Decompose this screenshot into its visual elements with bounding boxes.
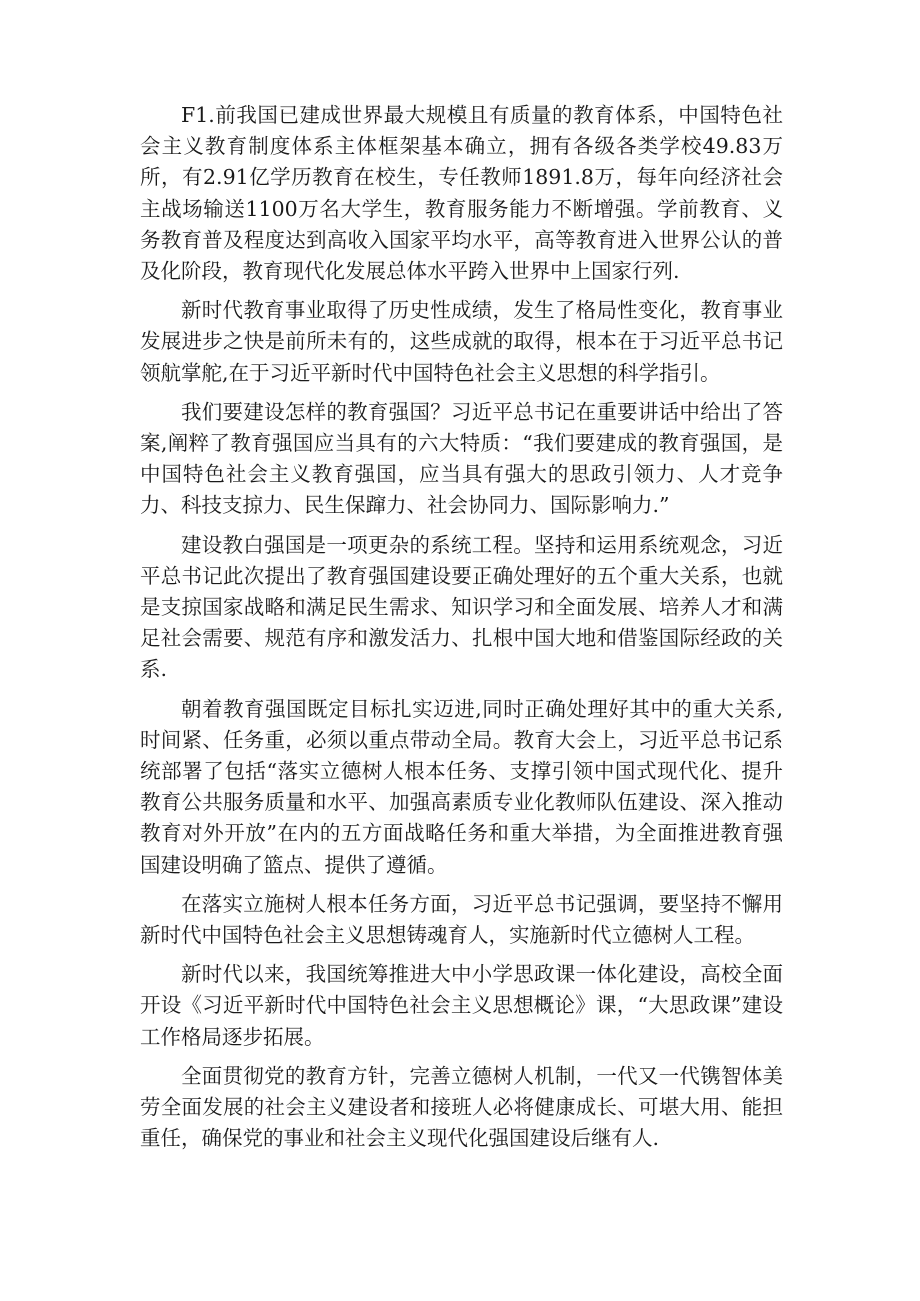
paragraph-five-relationships: 建设教白强国是一项更杂的系统工程。坚持和运用系统观念，习近平总书记此次提出了教育强国建设要正确处理好的五个重大关系，也就是支掠国家战略和满足民生需求、知识学习和全面发展、培养人才和满足社会需要、规范有序和激发活力、扎根中国大地和借鉴国际经政的关系.	[140, 532, 783, 682]
document-body	[140, 100, 783, 1163]
paragraph-education-system: F1.前我国已建成世界最大规模且有质量的教育体系，中国特色社会主义教育制度体系主体框架基本确立，拥有各级各类学校49.83万所，有2.91亿学历教育在校生，专任教师1891.8万，每年向经济社会主战场输送1100万名大学生，教育服务能力不断增强。学前教育、义务教育普及程度达到高收入国家平均水平，高等教育进入世界公认的普及化阶段，教育现代化发展总体水平跨入世界中上国家行列.	[140, 103, 783, 284]
paragraph-successors: 全面贯彻党的教育方针，完善立德树人机制，一代又一代镌智体美劳全面发展的社会主义建设者和接班人必将健康成长、可堪大用、能担重任，确保党的事业和社会主义现代化强国建设后继有人.	[140, 1063, 783, 1151]
paragraph-moral-education: 在落实立施树人根本任务方面，习近平总书记强调，要坚持不懈用新时代中国特色社会主义思想铸魂育人，实施新时代立德树人工程。	[140, 891, 783, 948]
paragraph-six-characteristics: 我们要建设怎样的教育强国？习近平总书记在重要讲话中给出了答案,阐粹了教育强国应当具有的六大特质：“我们要建成的教育强国，是中国特色社会主义教育强国，应当具有强大的思政引领力、人才竞争力、科技支掠力、民生保蹿力、社会协同力、国际影响力.”	[140, 399, 783, 518]
paragraph-strategic-tasks: 朝着教育强国既定目标扎实迈进,同时正确处理好其中的重大关系,时间紧、任务重，必须以重点带动全局。教育大会上，习近平总书记系统部署了包括“落实立德树人根本任务、支撑引领中国式现代化、提升教育公共服务质量和水平、加强高素质专业化教师队伍建设、深入推动教育对外开放”在内的五方面战略任务和重大举措，为全面推进教育强国建设明确了篮点、提供了遵循。	[140, 696, 783, 877]
paragraph-historic-achievements: 新时代教育事业取得了历史性成绩，发生了格局性变化，教育事业发展进步之快是前所未有的，这些成就的取得，根本在于习近平总书记领航掌舵,在于习近平新时代中国特色社会主义思想的科学指引。	[140, 298, 783, 385]
paragraph-ideological-courses: 新时代以来，我国统筹推进大中小学思政课一体化建设，高校全面开设《习近平新时代中国特色社会主义思想概论》课，“大思政课”建设工作格局逐步拓展。	[140, 962, 783, 1049]
